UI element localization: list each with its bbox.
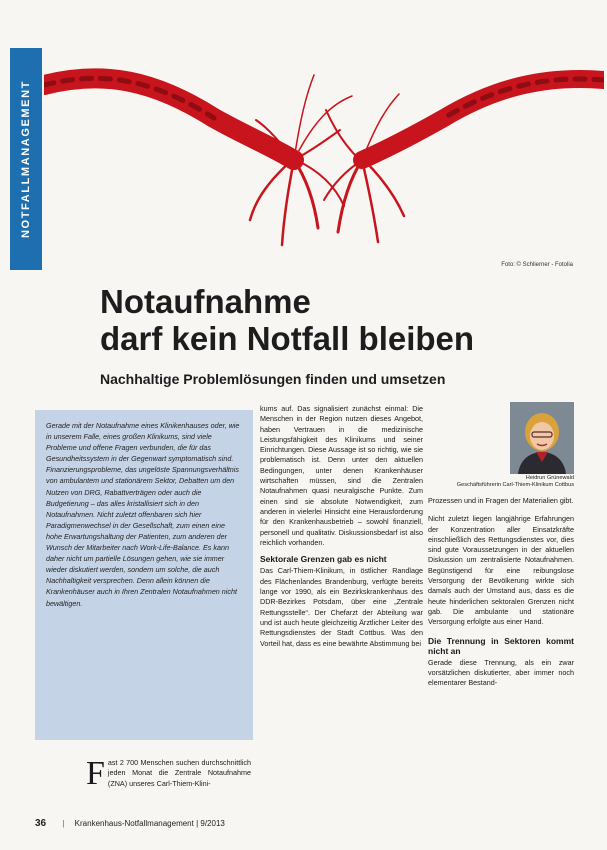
author-portrait (510, 402, 574, 474)
section-heading-2: Die Trennung in Sektoren kommt nicht an (428, 635, 574, 656)
title-line-2: darf kein Notfall bleiben (100, 320, 475, 357)
section-tab (10, 48, 42, 270)
drop-cap: F (86, 755, 105, 792)
journal-name: Krankenhaus-Notfallmanagement | 9/2013 (74, 819, 225, 828)
portrait-caption: Heidrun Grünewald Geschäftsführerin Carl-Thiem-Klinikum Cottbus (456, 475, 574, 488)
column-2-paragraph-2: Das Carl-Thiem-Klinikum, in östlicher Randlage des Flächenlandes Brandenburg, verfügte bereits lange vor 1990, als ein Bezirkskrankenhaus des DDR-Bezirkes Potsdam, über eine „Zentrale Rettungsstelle“. Der Chefarzt der Abteilung war und ist auch heute gleichzeitig Ärztlicher Leiter des Rettungsdienstes der Stadt Cottbus. Was den Vorteil hat, dass es eine bewährte Abstimmung bei (260, 566, 423, 648)
column-1-body (86, 755, 251, 792)
page-footer (35, 818, 225, 829)
article-title (100, 283, 474, 357)
intro-text: Gerade mit der Notaufnahme eines Klinikenhauses oder, wie in unserem Falle, eines großen Klinikums, sind viele Probleme und offene Fragen verbunden, die für das Gesundheitssystem in der Gegenwart symptomatisch sind. Finanzierungsprobleme, das ungelöste Spannungsverhältnis von ambulantem und stationärem Sektor, Debatten um den Nutzen von DRG, Rabattverträgen oder auch die Budgetierung – das alles kristallisiert sich in den Notaufnahmen. Nicht zuletzt offenbaren sich hier Paradigmenwechsel in der Gesellschaft, zum einen eine hohe Erwartungshaltung der Patienten, zum anderen der Wunsch der Mitarbeiter nach Work-Life-Balance. Es kann daher nicht um partielle Lösungen gehen, wie sie immer wieder diskutiert werden, sondern um solche, die auch Nachhaltigkeit versprechen. Denn allein können die Krankenhäuser auch in Ihren Zentralen Notaufnahmen nicht bewältigen. (46, 421, 240, 608)
page-number: 36 (35, 818, 47, 829)
photo-credit: Foto: © Schlierner - Fotolia (501, 262, 573, 268)
article-subtitle: Nachhaltige Problemlösungen finden und umsetzen (100, 371, 446, 387)
column-3-paragraph-2: Nicht zuletzt liegen langjährige Erfahrungen der Konzentration aller Einsatzkräfte einschließlich des Rettungsdienstes vor, dies sind gute Voraussetzungen in der aktuellen Diskussion um zentralisierte Notaufnahmen. Begünstigend für eine reibungslose Versorgung der Bevölkerung wirkte sich damals auch der Umstand aus, dass es die heute hinderlichen sektoralen Grenzen nicht gab. Die ambulante und stationäre Versorgung erfolgte aus einer Hand. (428, 514, 574, 627)
column-2 (260, 404, 423, 649)
section-tab-label: NOTFALLMANAGEMENT (20, 80, 32, 238)
torn-rope-image (44, 0, 604, 270)
section-heading-1: Sektorale Grenzen gab es nicht (260, 554, 387, 565)
column-3-paragraph-3: Gerade diese Trennung, als ein zwar vorsätzlichen diskutierter, aber immer noch elementarer Bestand- (428, 657, 574, 688)
column-3-paragraph-1: Prozessen und in Fragen der Materialien gibt. (428, 496, 574, 505)
column-1-text: ast 2 700 Menschen suchen durchschnittlich jeden Monat die Zentrale Notaufnahme (ZNA) unseres Carl-Thiem-Klini- (107, 758, 251, 788)
column-3 (428, 496, 574, 696)
footer-separator: | (62, 819, 65, 828)
title-line-1: Notaufnahme (100, 283, 311, 320)
column-2-paragraph-1: kums auf. Das signalisiert zunächst einmal: Die Menschen in der Region nutzen dieses Angebot, haben Vertrauen in die medizinische Leistungsfähigkeit des Klinikums und seiner Einrichtungen. Diese Aussage ist so richtig, wie sie problematisch ist. Denn unter den aktuellen Bedingungen, unter denen Krankenhäuser wirtschaften müssen, sind die Zentralen Notaufnahmen quasi neuralgische Punkte. Zum einen sind sie absolute Notwendigkeit, zum anderen in vielerlei Hinsicht eine Herausforderung für den Krankenhausbetrieb – sowohl finanziell, personell und qualitativ. Diskussionsbedarf ist also reichlich vorhanden. (260, 404, 423, 547)
